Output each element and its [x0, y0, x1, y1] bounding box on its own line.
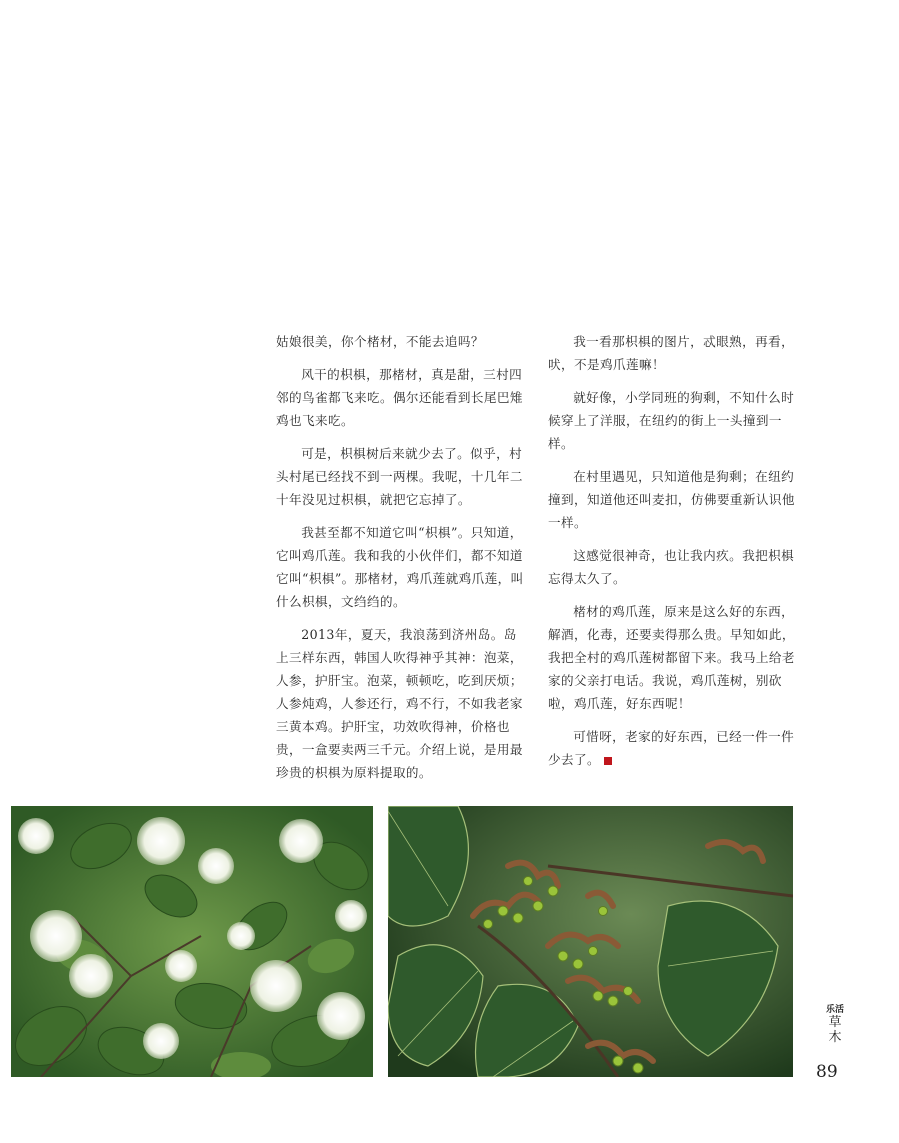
paragraph-text: 可惜呀，老家的好东西，已经一件一件少去了。	[548, 729, 795, 767]
section-name: 草木	[828, 1015, 842, 1045]
paragraph: 我一看那枳椇的图片，忒眼熟，再看，吠，不是鸡爪莲嘛！	[548, 334, 795, 372]
end-mark-icon	[604, 757, 612, 765]
paragraph-last	[548, 725, 796, 771]
paragraph: 风干的枳椇，那楮材，真是甜，三村四邻的鸟雀都飞来吃。偶尔还能看到长尾巴雉鸡也飞来吃。	[276, 367, 523, 428]
paragraph: 2013年，夏天，我浪荡到济州岛。岛上三样东西，韩国人吹得神乎其神：泡菜，人参，护肝宝。泡菜，顿顿吃，吃到厌烦；人参炖鸡，人参还行，鸡不行，不如我老家三黄本鸡。护肝宝，功效吹得神，价格也贵，一盒要卖两三千元。介绍上说，是用最珍贵的枳椇为原料提取的。	[276, 627, 523, 780]
paragraph: 这感觉很神奇，也让我内疚。我把枳椇忘得太久了。	[548, 548, 795, 586]
flowering-tree-image	[11, 806, 373, 1077]
page-number: 89	[816, 1062, 838, 1082]
paragraph: 就好像，小学同班的狗剩，不知什么时候穿上了洋服，在纽约的街上一头撞到一样。	[548, 390, 795, 451]
paragraph: 我甚至都不知道它叫“枳椇”。只知道，它叫鸡爪莲。我和我的小伙伴们，都不知道它叫“枳椇”。那楮材，鸡爪莲就鸡爪莲，叫什么枳椇，文绉绉的。	[276, 525, 524, 609]
article-column-right	[548, 330, 796, 781]
article-column-left	[276, 330, 524, 794]
fruiting-branch-image	[388, 806, 793, 1077]
paragraph: 在村里遇见，只知道他是狗剩；在纽约撞到，知道他还叫麦扣，仿佛要重新认识他一样。	[548, 469, 795, 530]
paragraph: 可是，枳椇树后来就少去了。似乎，村头村尾已经找不到一两棵。我呢，十几年二十年没见过枳椇，就把它忘掉了。	[276, 446, 523, 507]
paragraph: 姑娘很美，你个楮材，不能去追吗？	[276, 334, 484, 349]
flowering-tree-photo	[11, 806, 373, 1077]
fruiting-branch-photo	[388, 806, 793, 1077]
section-label	[823, 1005, 847, 1045]
magazine-brand: 乐活	[825, 1005, 844, 1015]
paragraph: 楮材的鸡爪莲，原来是这么好的东西，解酒，化毒，还要卖得那么贵。早知如此，我把全村的鸡爪莲树都留下来。我马上给老家的父亲打电话。我说，鸡爪莲树，别砍啦，鸡爪莲，好东西呢！	[548, 604, 795, 711]
